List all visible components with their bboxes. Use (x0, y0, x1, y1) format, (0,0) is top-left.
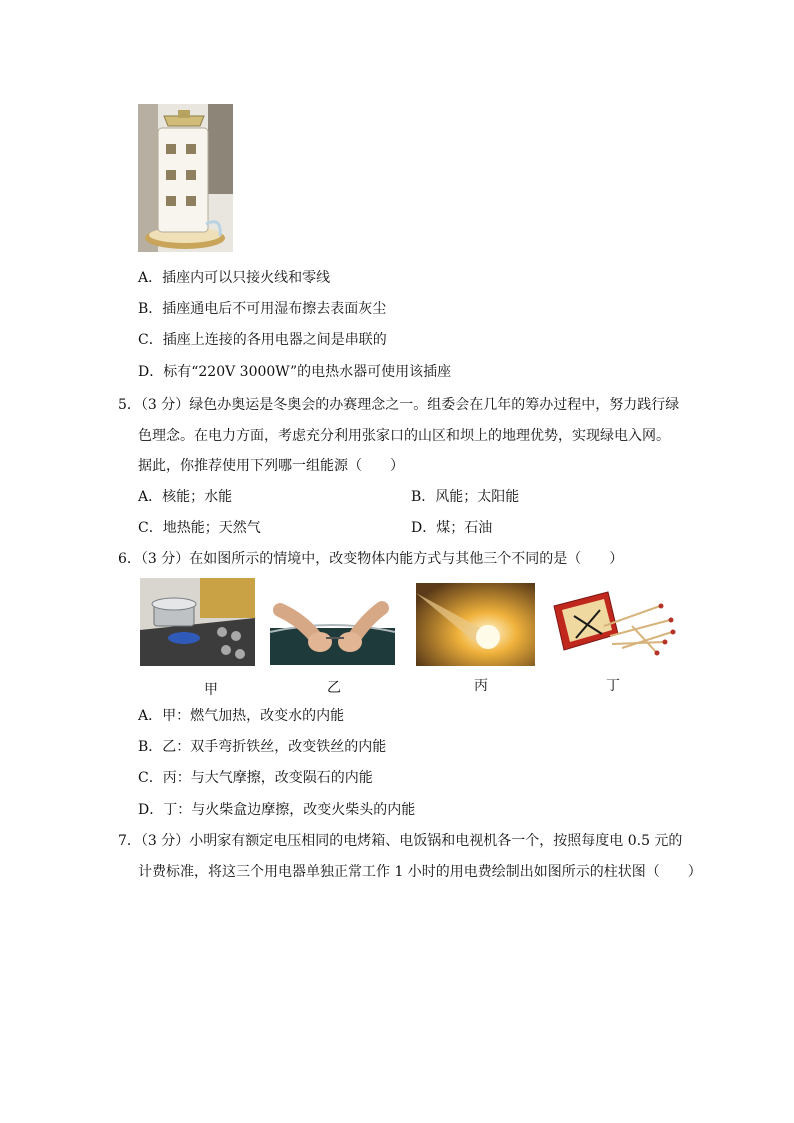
q6-option-d: D．丁：与火柴盒边摩擦，改变火柴头的内能 (138, 802, 416, 818)
q5-stem-line2: 色理念。在电力方面，考虑充分利用张家口的山区和坝上的地理优势，实现绿电入网。 (138, 428, 670, 444)
q4-option-b: B．插座通电后不可用湿布擦去表面灰尘 (138, 301, 387, 317)
caption-jia: 甲 (204, 682, 218, 698)
bending-wire-image (270, 590, 395, 665)
caption-ding: 丁 (606, 678, 620, 694)
q6-option-a: A．甲：燃气加热，改变水的内能 (138, 708, 345, 724)
q5-option-b: B．风能；太阳能 (411, 489, 520, 505)
q6-option-b: B．乙：双手弯折铁丝，改变铁丝的内能 (138, 739, 387, 755)
matches-image (552, 586, 678, 656)
q4-option-d: D．标有“220V 3000W”的电热水器可使用该插座 (138, 364, 452, 380)
q7-stem-line2: 计费标准，将这三个用电器单独正常工作 1 小时的用电费绘制出如图所示的柱状图（ ） (138, 864, 702, 880)
socket-tower-image (138, 104, 233, 252)
q5-stem-line1: 5．（3 分）绿色办奥运是冬奥会的办赛理念之一。组委会在几年的筹办过程中，努力践行绿 (118, 397, 680, 413)
meteorite-image (416, 583, 535, 666)
caption-yi: 乙 (327, 680, 341, 696)
q7-stem-line1: 7．（3 分）小明家有额定电压相同的电烤箱、电饭锅和电视机各一个，按照每度电 0.5 元的 (118, 833, 683, 849)
q6-option-c: C．丙：与大气摩擦，改变陨石的内能 (138, 770, 373, 786)
q5-stem-line3: 据此，你推荐使用下列哪一组能源（ ） (138, 458, 404, 474)
q4-option-a: A．插座内可以只接火线和零线 (138, 270, 331, 286)
q4-option-c: C．插座上连接的各用电器之间是串联的 (138, 332, 387, 348)
gas-stove-image (140, 578, 255, 666)
q5-option-d: D．煤；石油 (411, 520, 493, 536)
q5-option-a: A．核能；水能 (138, 489, 233, 505)
q6-stem: 6．（3 分）在如图所示的情境中，改变物体内能方式与其他三个不同的是（ ） (118, 551, 624, 567)
caption-bing: 丙 (474, 678, 488, 694)
q5-option-c: C．地热能；天然气 (138, 520, 261, 536)
